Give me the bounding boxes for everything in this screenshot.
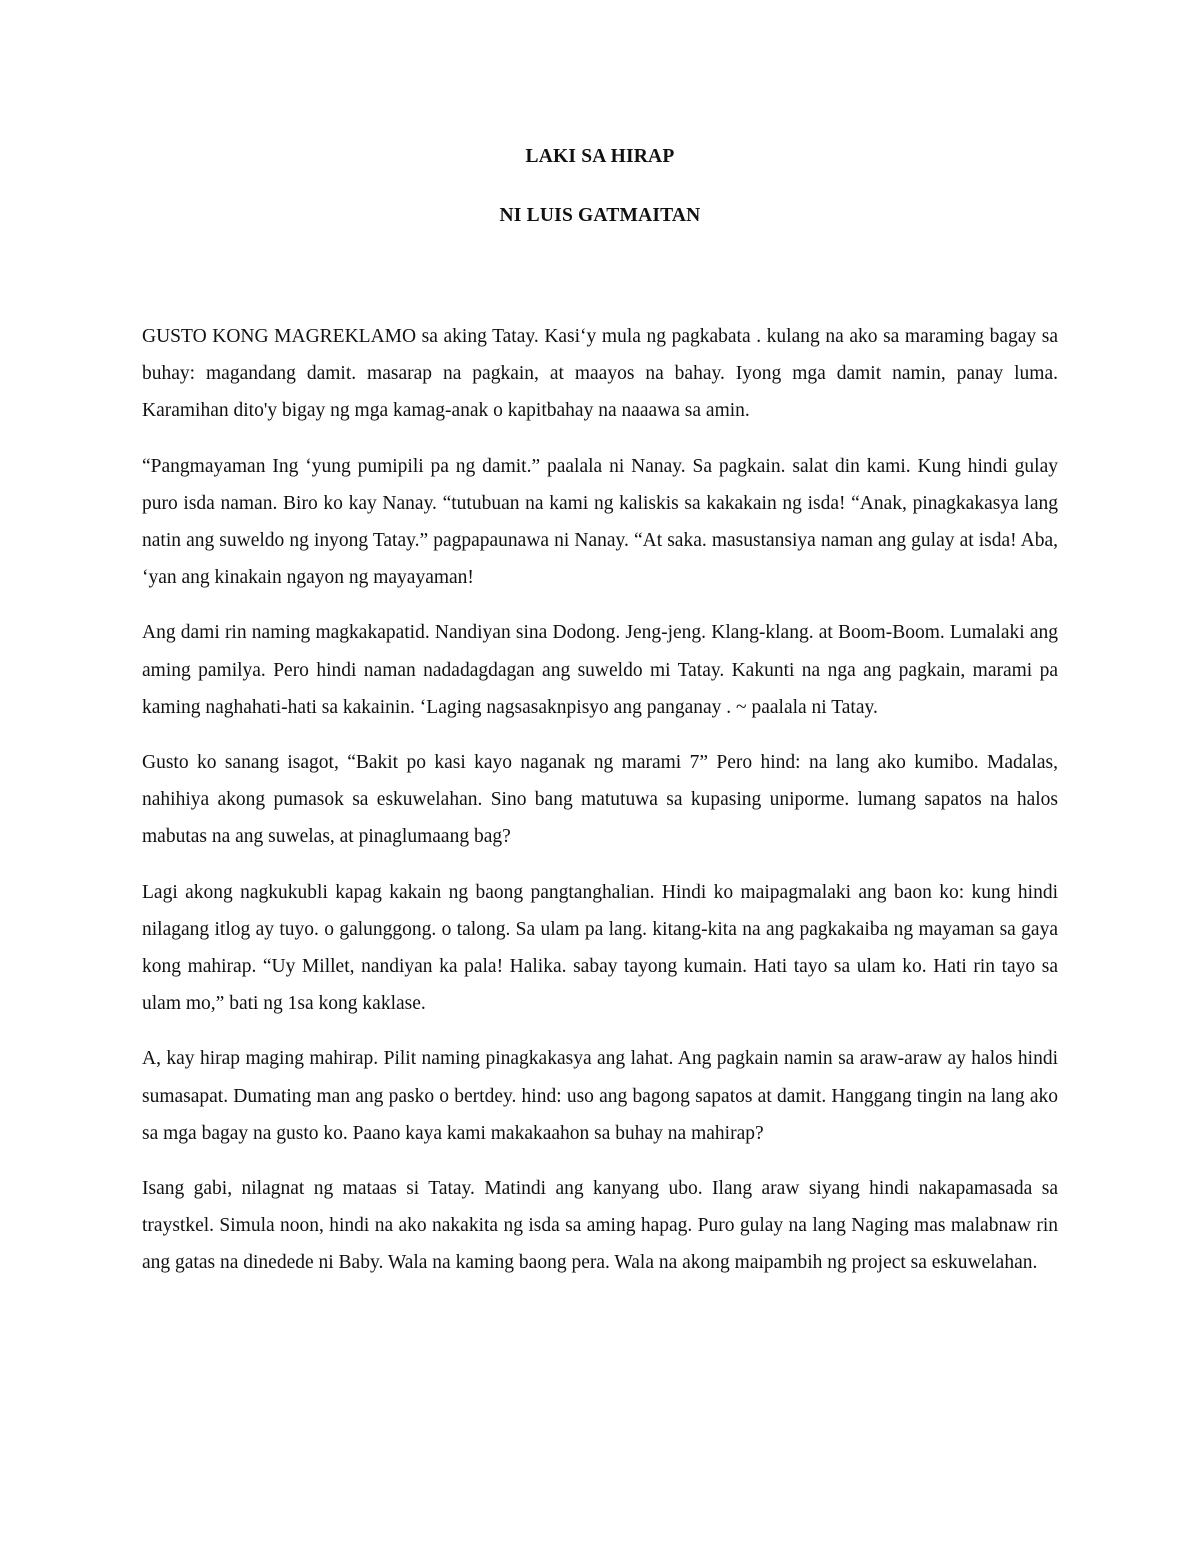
document-title: LAKI SA HIRAP: [525, 146, 675, 167]
paragraph-6: A, kay hirap maging mahirap. Pilit naming pinagkakasya ang lahat. Ang pagkain namin sa araw-araw ay halos hindi sumasapat. Dumating man ang pasko o bertdey. hind: uso ang bagong sapatos at damit. Hanggang tingin na lang ako sa mga bagay na gusto ko. Paano kaya kami makakaahon sa buhay na mahirap?: [142, 1048, 1058, 1144]
paragraph-4: Gusto ko sanang isagot, “Bakit po kasi kayo naganak ng marami 7” Pero hind: na lang ako kumibo. Madalas, nahihiya akong pumasok sa eskuwelahan. Sino bang matutuwa sa kupasing uniporme. lumang sapatos na halos mabutas na ang suwelas, at pinaglumaang bag?: [142, 752, 1058, 848]
document-body: [142, 318, 1058, 1300]
paragraph-1: GUSTO KONG MAGREKLAMO sa aking Tatay. Kasi‘y mula ng pagkabata . kulang na ako sa maraming bagay sa buhay: magandang damit. masarap na pagkain, at maayos na bahay. Iyong mga damit namin, panay luma. Karamihan dito'y bigay ng mga kamag-anak o kapitbahay na naaawa sa amin.: [142, 326, 1058, 422]
paragraph-3: Ang dami rin naming magkakapatid. Nandiyan sina Dodong. Jeng-jeng. Klang-klang. at Boom-Boom. Lumalaki ang aming pamilya. Pero hindi naman nadadagdagan ang suweldo mi Tatay. Kakunti na nga ang pagkain, marami pa kaming naghahati-hati sa kakainin. ‘Laging nagsasaknpisyo ang panganay . ~ paalala ni Tatay.: [142, 622, 1058, 718]
paragraph-2: “Pangmayaman Ing ‘yung pumipili pa ng damit.” paalala ni Nanay. Sa pagkain. salat din kami. Kung hindi gulay puro isda naman. Biro ko kay Nanay. “tutubuan na kami ng kaliskis sa kakakain ng isda! “Anak, pinagkakasya lang natin ang suweldo ng inyong Tatay.” pagpapaunawa ni Nanay. “At saka. masustansiya naman ang gulay at isda! Aba, ‘yan ang kinakain ngayon ng mayayaman!: [142, 455, 1058, 589]
document-author: NI LUIS GATMAITAN: [499, 205, 701, 226]
paragraph-7: Isang gabi, nilagnat ng mataas si Tatay. Matindi ang kanyang ubo. Ilang araw siyang hindi nakapamasada sa traystkel. Simula noon, hindi na ako nakakita ng isda sa aming hapag. Puro gulay na lang Naging mas malabnaw rin ang gatas na dinedede ni Baby. Wala na kaming baong pera. Wala na akong maipambih ng project sa eskuwelahan.: [142, 1178, 1058, 1274]
paragraph-5: Lagi akong nagkukubli kapag kakain ng baong pangtanghalian. Hindi ko maipagmalaki ang baon ko: kung hindi nilagang itlog ay tuyo. o galunggong. o talong. Sa ulam pa lang. kitang-kita na ang pagkakaiba ng mayaman sa gaya kong mahirap. “Uy Millet, nandiyan ka pala! Halika. sabay tayong kumain. Hati tayo sa ulam ko. Hati rin tayo sa ulam mo,” bati ng 1sa kong kaklase.: [142, 881, 1058, 1015]
